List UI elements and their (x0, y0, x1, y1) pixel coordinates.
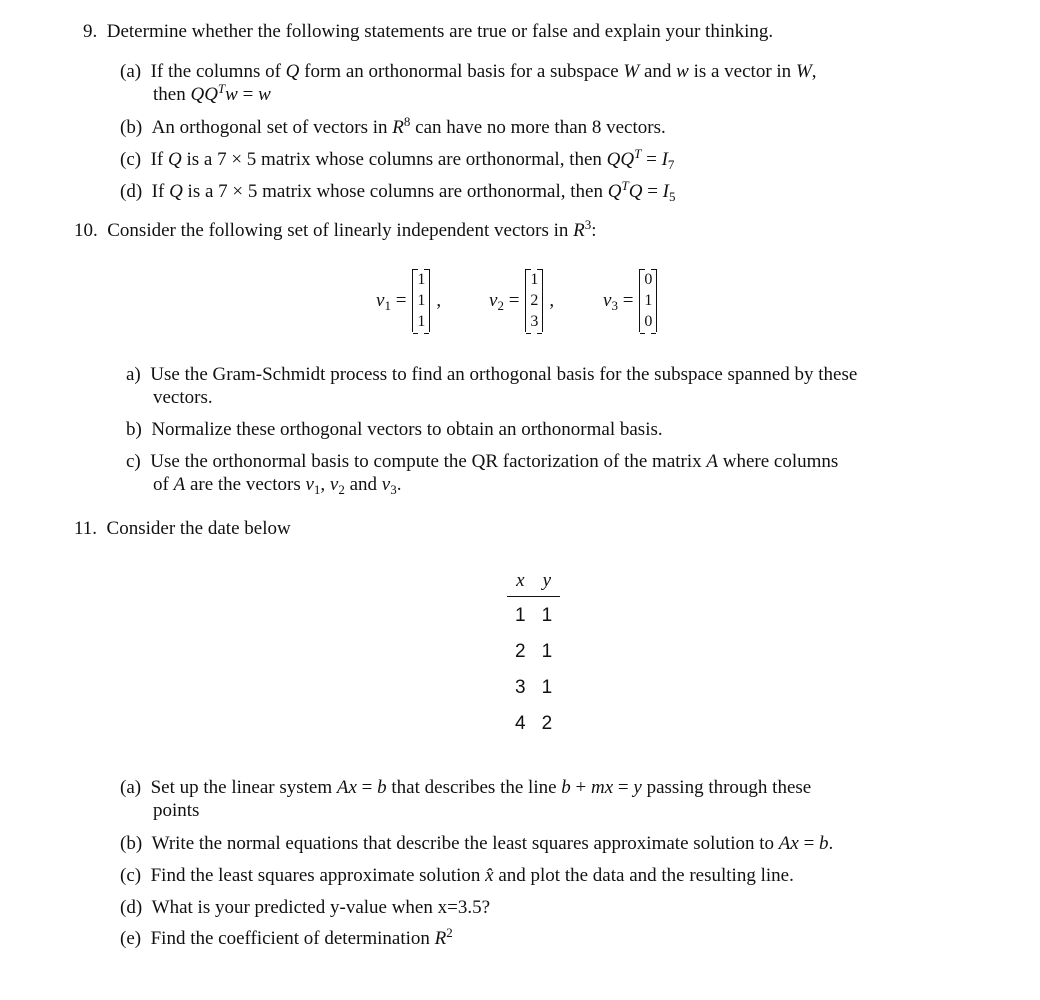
q9-item-c-label: (c) (120, 149, 142, 170)
data-table-header (507, 566, 560, 597)
table-row (507, 633, 560, 669)
v1-entry-1: 1 (417, 271, 426, 288)
q11-item-b (120, 833, 833, 855)
q10-item-a-text: Use the Gram-Schmidt process to find an orthogonal basis for the subspace spanned by these (145, 364, 858, 385)
q9-item-d-label: (d) (120, 181, 143, 202)
q11-item-a (120, 777, 811, 799)
q9-item-b (120, 114, 666, 139)
q11-item-e-label: (e) (120, 928, 142, 949)
q10-heading (74, 217, 597, 242)
q10-item-c-cont: of A are the vectors $v_1$, $v_2$ and $v_3$. (153, 474, 402, 497)
q11-item-a-cont: points (153, 800, 200, 821)
q11-item-d-label: (d) (120, 897, 143, 918)
cell-x: 1 (515, 605, 526, 626)
cell-x: 4 (515, 713, 526, 734)
q11-item-c (120, 865, 794, 887)
vector-v1-matrix (412, 269, 430, 332)
q9-item-c (120, 146, 675, 172)
cell-y: 2 (541, 713, 553, 734)
cell-x: 3 (515, 677, 526, 698)
q10-item-c-text: Use the orthonormal basis to compute the QR factorization of the matrix A where columns (145, 451, 839, 472)
q9-item-a-text: If the columns of Q form an orthonormal basis for a subspace W and w is a vector in W, (145, 61, 817, 82)
vector-v2-label: $v_2$ = (489, 289, 520, 313)
q11-item-d (120, 897, 490, 919)
q10-item-a-cont: vectors. (153, 387, 213, 408)
data-table (507, 566, 560, 741)
v2-entry-1: 1 (530, 271, 539, 288)
q11-item-d-text: What is your predicted y-value when x=3.5? (146, 897, 491, 918)
table-row (507, 705, 560, 741)
v3-entry-1: 0 (644, 271, 653, 288)
q9-item-d (120, 178, 676, 204)
v1-entry-3: 1 (417, 313, 426, 330)
q9-prompt: Determine whether the following statements are true or false and explain your thinking. (102, 21, 774, 42)
header-x: x (507, 566, 534, 597)
q11-item-b-text: Write the normal equations that describe the least squares approximate solution to Ax = b. (146, 833, 834, 854)
q11-item-a-text: Set up the linear system Ax = b that describes the line b + mx = y passing through these (145, 777, 812, 798)
v3-entry-3: 0 (644, 313, 653, 330)
q11-item-e (120, 925, 453, 950)
vector-v2-matrix (525, 269, 543, 332)
vector-v3-matrix (639, 269, 657, 332)
q10-number: 10. (74, 220, 98, 241)
q10-prompt: Consider the following set of linearly independent vectors in $R^3$: (102, 217, 597, 241)
q9-item-a-label: (a) (120, 61, 142, 82)
table-row (507, 669, 560, 705)
q9-item-c-text: If Q is a 7 × 5 matrix whose columns are orthonormal, then $QQ^T = I_7$ (145, 146, 675, 172)
v1-entry-2: 1 (417, 292, 426, 309)
cell-x: 2 (515, 641, 526, 662)
q11-item-a-label: (a) (120, 777, 142, 798)
cell-y: 1 (541, 641, 553, 662)
v2-entry-3: 3 (530, 313, 539, 330)
q10-item-a (126, 364, 857, 386)
q11-prompt: Consider the date below (101, 518, 291, 539)
q11-heading (74, 518, 291, 540)
q10-item-b-label: b) (126, 419, 142, 440)
q9-number: 9. (83, 21, 98, 42)
v2-entry-2: 2 (530, 292, 539, 309)
q10-item-b (126, 419, 663, 441)
q11-item-b-label: (b) (120, 833, 143, 854)
table-row (507, 597, 560, 634)
q11-item-c-label: (c) (120, 865, 142, 886)
v3-entry-2: 1 (644, 292, 653, 309)
q11-item-c-text: Find the least squares approximate solution x̂ and plot the data and the resulting line. (145, 865, 794, 886)
q10-item-c-label: c) (126, 451, 141, 472)
q10-item-b-text: Normalize these orthogonal vectors to obtain an orthonormal basis. (146, 419, 663, 440)
q9-item-b-text: An orthogonal set of vectors in $R^8$ can have no more than 8 vectors. (146, 114, 666, 138)
q9-item-a (120, 61, 817, 83)
cell-y: 1 (541, 677, 553, 698)
q9-item-d-text: If Q is a 7 × 5 matrix whose columns are orthonormal, then $Q^TQ = I_5$ (146, 178, 676, 204)
vector-v1: $v_1$ = 1 1 1 , (376, 271, 442, 330)
q11-number: 11. (74, 518, 98, 539)
vector-v2: $v_2$ = 1 2 3 , (489, 271, 555, 330)
q9-item-b-label: (b) (120, 117, 143, 138)
vector-v3 (603, 269, 657, 332)
vector-v3-label: $v_3$ = (603, 289, 634, 313)
q9-heading (83, 21, 773, 43)
q10-item-c (126, 451, 838, 473)
q10-item-a-label: a) (126, 364, 141, 385)
vector-v1-label: $v_1$ = (376, 289, 407, 313)
header-y: y (534, 566, 561, 597)
q11-item-e-text: Find the coefficient of determination $R^2$ (145, 925, 453, 949)
cell-y: 1 (541, 605, 553, 626)
q9-item-a-cont: then $QQ^Tw = w$ (153, 81, 271, 105)
